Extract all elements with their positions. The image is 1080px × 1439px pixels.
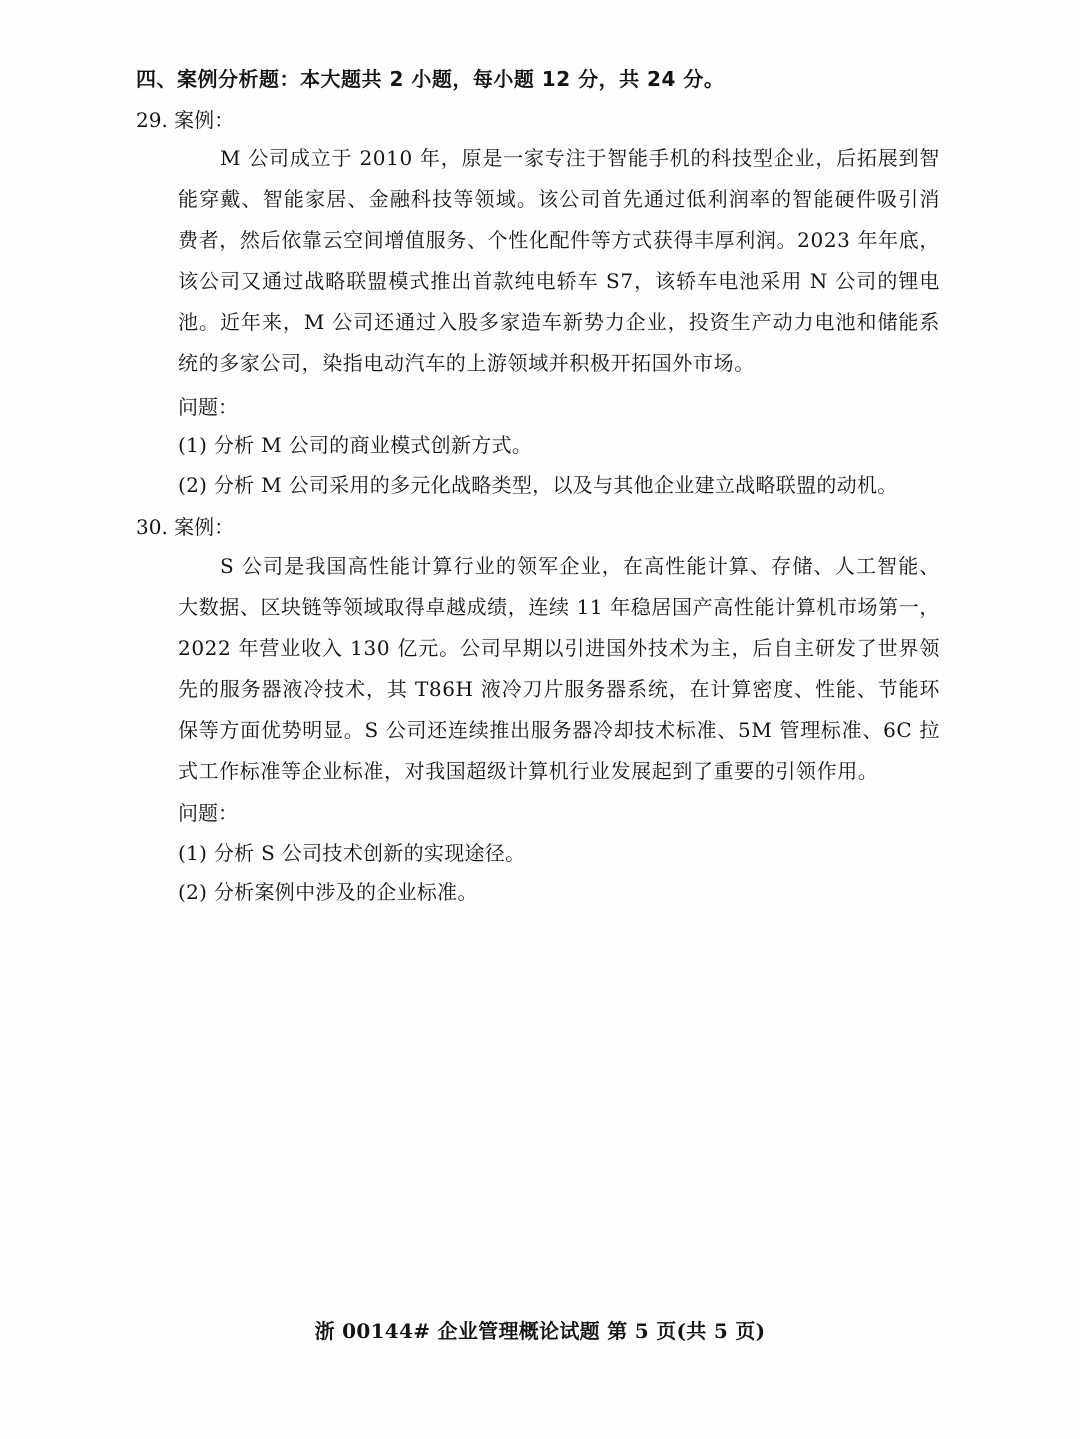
question-30-issue-label: 问题： [178,801,238,825]
question-30-sub-question-2: (2) 分析案例中涉及的企业标准。 [178,880,478,904]
question-30-sub-question-1: (1) 分析 S 公司技术创新的实现途径。 [178,841,526,865]
question-29-case-text: M 公司成立于 2010 年，原是一家专注于智能手机的科技型企业，后拓展到智能穿戴、智能家居、金融科技等领域。该公司首先通过低利润率的智能硬件吸引消费者，然后依靠云空间增值服务、个性化配件等方式获得丰厚利润。2023 年年底，该公司又通过战略联盟模式推出首款纯电轿车 S7，该轿车电池采用 N 公司的锂电池。近年来，M 公司还通过入股多家造车新势力企业，投资生产动力电池和储能系统的多家公司，染指电动汽车的上游领域并积极开拓国外市场。 [178,146,940,375]
question-30-label: 30. 案例： [136,515,235,539]
question-29-sub-question-2: (2) 分析 M 公司采用的多元化战略类型，以及与其他企业建立战略联盟的动机。 [178,473,898,497]
page-footer: 浙 00144# 企业管理概论试题 第 5 页(共 5 页) [314,1319,766,1343]
section-heading: 四、案例分析题：本大题共 2 小题，每小题 12 分，共 24 分。 [136,67,725,91]
question-30-case-text: S 公司是我国高性能计算行业的领军企业，在高性能计算、存储、人工智能、大数据、区块链等领域取得卓越成绩，连续 11 年稳居国产高性能计算机市场第一，2022 年营业收入 130 亿元。公司早期以引进国外技术为主，后自主研发了世界领先的服务器液冷技术，其 T86H 液冷刀片服务器系统，在计算密度、性能、节能环保等方面优势明显。S 公司还连续推出服务器冷却技术标准、5M 管理标准、6C 拉式工作标准等企业标准，对我国超级计算机行业发展起到了重要的引领作用。 [178,554,940,783]
question-29-sub-question-1: (1) 分析 M 公司的商业模式创新方式。 [178,433,533,457]
question-29-label: 29. 案例： [136,108,235,132]
question-29-issue-label: 问题： [178,395,238,419]
